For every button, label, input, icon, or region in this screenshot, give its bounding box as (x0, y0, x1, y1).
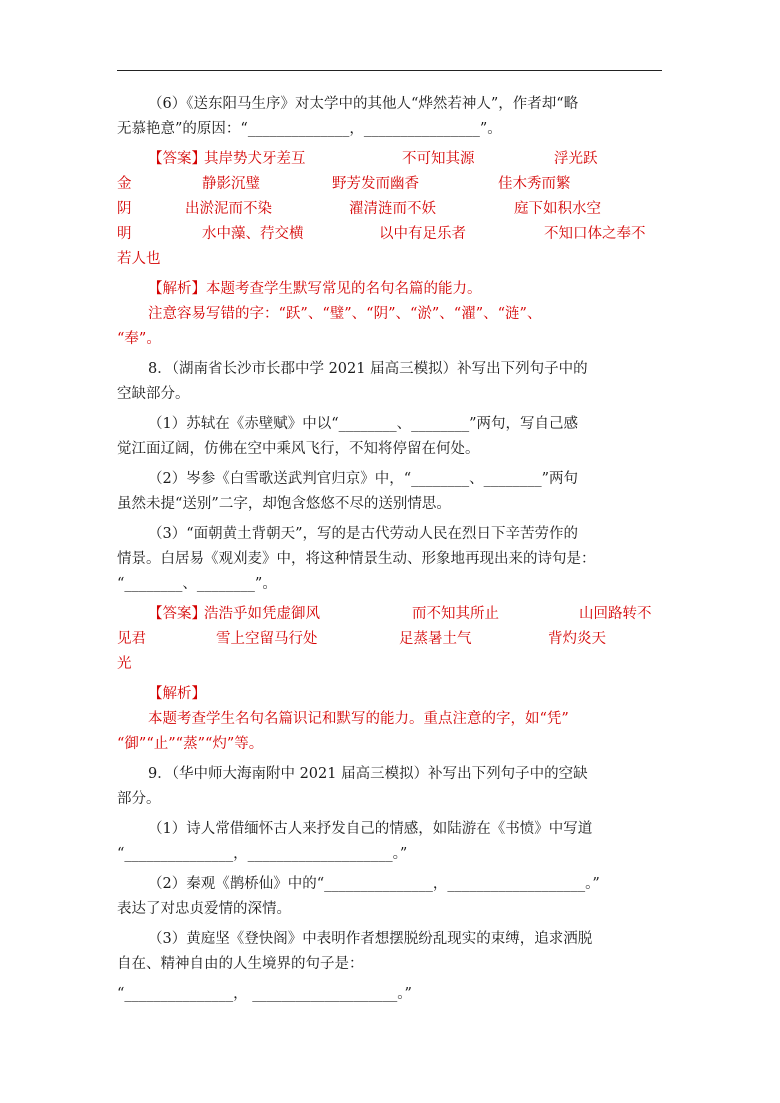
q6-answer-item: 庭下如积水空 (514, 201, 601, 217)
q6-answer-item: 濯清涟而不妖 (349, 201, 436, 217)
q8-sub2-line-2: 虽然未提“送别”二字，却饱含悠悠不尽的送别情思。 (117, 496, 451, 512)
q9-sub1-line-1: （1）诗人常借缅怀古人来抒发自己的情感，如陆游在《书愤》中写道 (148, 821, 593, 837)
header-rule (117, 70, 662, 71)
q9-sub2-line-2: 表达了对忠贞爱情的深情。 (117, 901, 291, 917)
q8-answer-item: 背灼炎天 (548, 631, 606, 647)
q6-note-line-2: “奉”。 (117, 331, 161, 347)
page-content (117, 92, 665, 1007)
q6-answer-item: 以中有足乐者 (379, 226, 466, 242)
q8-sub1-line-2: 觉江面辽阔，仿佛在空中乘风飞行，不知将停留在何处。 (117, 441, 480, 457)
q6-line-1: （6）《送东阳马生序》对太学中的其他人“烨然若神人”，作者却“略 (148, 96, 579, 112)
q6-answer-item: 不可知其源 (402, 151, 475, 167)
q6-answer-item: 佳木秀而繁 (498, 176, 571, 192)
q6-answer-item: 其岸势犬牙差互 (204, 151, 306, 167)
q9-sub3-line-2: 自在、精神自由的人生境界的句子是： (117, 956, 364, 972)
q8-heading-line-2: 空缺部分。 (117, 386, 190, 402)
q8-answer-label: 【答案】 (148, 606, 206, 622)
q6-answer-row-2 (117, 172, 665, 197)
q8-sub2-line-1: （2）岑参《白雪歌送武判官归京》中，“________、________”两句 (148, 471, 579, 487)
q6-answer-row-4 (117, 222, 665, 247)
q6-answer-item: 不知口体之奉不 (544, 226, 646, 242)
q6-answer-item: 水中藻、荇交横 (202, 226, 304, 242)
q8-sub3-line-1: （3）“面朝黄土背朝天”，写的是古代劳动人民在烈日下辛苦劳作的 (148, 526, 579, 542)
q6-answer-item: 明 (117, 226, 132, 242)
q9-sub1-line-2: “_______________，____________________。” (117, 846, 408, 862)
q6-answer-row-3 (117, 197, 665, 222)
q9-sub2-line-1: （2）秦观《鹊桥仙》中的“_______________，___________________。” (148, 876, 600, 892)
q6-line-2: 无慕艳意”的原因：“______________，________________”。 (117, 121, 502, 137)
q6-answer-row-1 (117, 147, 665, 172)
q9-sub3-line-3: “_______________， ____________________。” (117, 986, 412, 1002)
q8-answer-item: 见君 (117, 631, 146, 647)
q6-analysis (117, 277, 665, 302)
q8-answer-row-2 (117, 627, 665, 652)
q6-answer-item: 野芳发而幽香 (332, 176, 419, 192)
q8-analysis-line-1: 本题考查学生名句名篇识记和默写的能力。重点注意的字，如“凭” (148, 711, 569, 727)
q6-answer-item: 金 (117, 176, 132, 192)
q6-answer-row-5 (117, 247, 665, 272)
q8-answer-item: 光 (117, 656, 132, 672)
q8-answer-item: 足蒸暑土气 (399, 631, 472, 647)
q8-answer-item: 而不知其所止 (412, 606, 499, 622)
q8-analysis-line-2: “御”“止”“蒸”“灼”等。 (117, 736, 264, 752)
q8-answer-item: 山回路转不 (579, 606, 652, 622)
q6-answer-item: 若人也 (117, 251, 161, 267)
q8-sub3-line-2: 情景。白居易《观刈麦》中，将这种情景生动、形象地再现出来的诗句是： (117, 551, 596, 567)
q9-sub3-line-1: （3）黄庭坚《登快阁》中表明作者想摆脱纷乱现实的束缚，追求洒脱 (148, 931, 593, 947)
q6-answer-item: 阴 (117, 201, 132, 217)
q6-note-line-1: 注意容易写错的字：“跃”、“璧”、“阴”、“淤”、“濯”、“涟”、 (148, 306, 542, 322)
q9-heading-line-2: 部分。 (117, 791, 161, 807)
q6-analysis-text: 本题考查学生默写常见的名句名篇的能力。 (206, 281, 482, 297)
q6-answer-item: 出淤泥而不染 (185, 201, 272, 217)
q9-heading-line-1: 9．（华中师大海南附中 2021 届高三模拟）补写出下列句子中的空缺 (148, 766, 588, 782)
q6-analysis-label: 【解析】 (148, 281, 206, 297)
q8-heading-line-1: 8．（湖南省长沙市长郡中学 2021 届高三模拟）补写出下列句子中的 (148, 361, 588, 377)
q8-answer-item: 雪上空留马行处 (216, 631, 318, 647)
q8-sub1-line-1: （1）苏轼在《赤壁赋》中以“________、________”两句，写自己感 (148, 416, 579, 432)
q8-sub3-line-3: “________、________”。 (117, 576, 277, 592)
q8-analysis-label: 【解析】 (148, 686, 206, 702)
q8-answer-row-1 (117, 602, 665, 627)
q6-answer-label: 【答案】 (148, 151, 206, 167)
q8-answer-item: 浩浩乎如凭虚御风 (204, 606, 320, 622)
q6-answer-item: 浮光跃 (554, 151, 598, 167)
q8-answer-row-3 (117, 652, 665, 677)
q6-answer-item: 静影沉璧 (202, 176, 260, 192)
